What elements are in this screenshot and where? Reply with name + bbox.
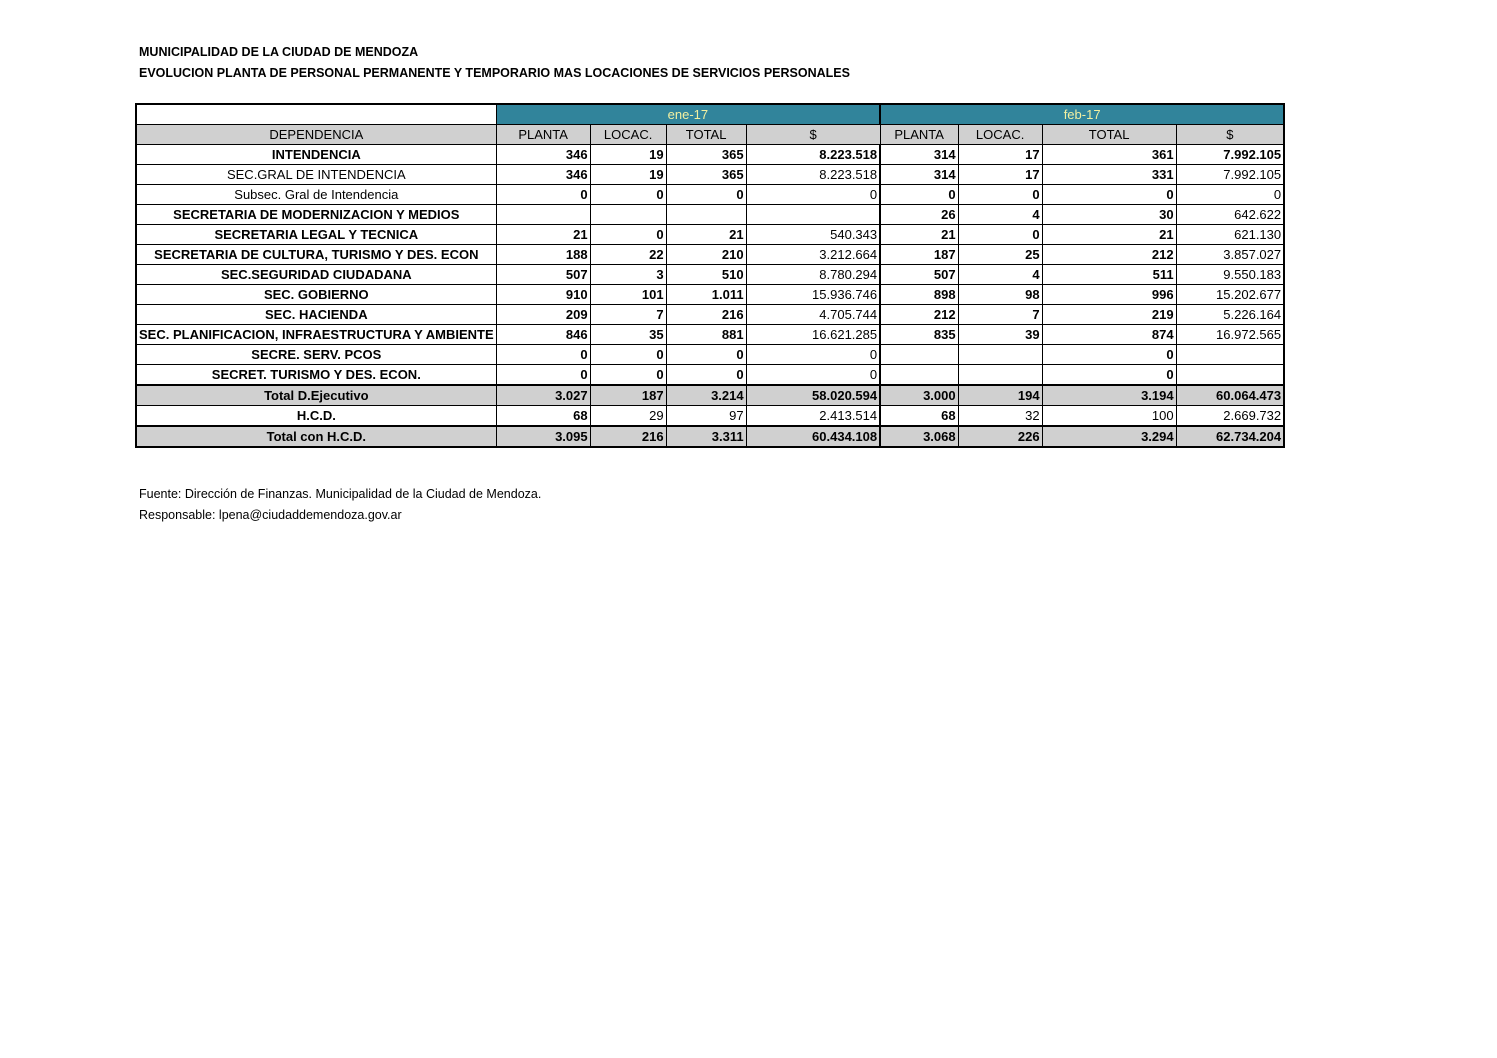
table-row	[136, 385, 1284, 406]
row-value-cell: 874	[1042, 325, 1176, 345]
row-value-cell: 510	[666, 265, 746, 285]
row-value-cell: 2.669.732	[1176, 406, 1284, 427]
row-value-cell: 0	[496, 365, 590, 386]
row-value-cell: 29	[590, 406, 666, 427]
row-value-cell: 346	[496, 145, 590, 165]
row-value-cell: 1.011	[666, 285, 746, 305]
row-dependency-name: SEC. PLANIFICACION, INFRAESTRUCTURA Y AMBIENTE	[136, 325, 496, 345]
row-value-cell: 7.992.105	[1176, 165, 1284, 185]
row-value-cell	[880, 365, 958, 386]
row-value-cell: 0	[590, 365, 666, 386]
row-value-cell: 3.214	[666, 385, 746, 406]
row-value-cell: 9.550.183	[1176, 265, 1284, 285]
row-value-cell: 346	[496, 165, 590, 185]
row-value-cell: 361	[1042, 145, 1176, 165]
row-value-cell: 0	[1042, 185, 1176, 205]
row-value-cell: 15.936.746	[746, 285, 880, 305]
row-value-cell: 60.434.108	[746, 426, 880, 447]
row-value-cell: 0	[590, 225, 666, 245]
col-header-planta: PLANTA	[880, 125, 958, 145]
corner-cell	[136, 104, 496, 125]
table-row	[136, 305, 1284, 325]
row-dependency-name: H.C.D.	[136, 406, 496, 427]
row-value-cell	[958, 365, 1042, 386]
table-row	[136, 225, 1284, 245]
row-value-cell: 101	[590, 285, 666, 305]
col-header-amount: $	[1176, 125, 1284, 145]
table-row	[136, 205, 1284, 225]
row-value-cell: 210	[666, 245, 746, 265]
row-value-cell: 3.027	[496, 385, 590, 406]
table-row	[136, 165, 1284, 185]
row-value-cell: 100	[1042, 406, 1176, 427]
row-value-cell: 0	[880, 185, 958, 205]
month-header-feb: feb-17	[880, 104, 1284, 125]
col-header-total: TOTAL	[666, 125, 746, 145]
row-value-cell: 0	[590, 185, 666, 205]
row-value-cell: 187	[590, 385, 666, 406]
row-value-cell: 98	[958, 285, 1042, 305]
row-dependency-name: SECRETARIA DE CULTURA, TURISMO Y DES. ECON	[136, 245, 496, 265]
row-value-cell: 16.972.565	[1176, 325, 1284, 345]
row-value-cell: 68	[496, 406, 590, 427]
row-value-cell: 5.226.164	[1176, 305, 1284, 325]
row-value-cell: 314	[880, 145, 958, 165]
row-value-cell: 0	[1042, 345, 1176, 365]
row-value-cell: 188	[496, 245, 590, 265]
row-value-cell: 26	[880, 205, 958, 225]
row-value-cell: 3.212.664	[746, 245, 880, 265]
row-value-cell	[666, 205, 746, 225]
table-row	[136, 285, 1284, 305]
row-dependency-name: SECRE. SERV. PCOS	[136, 345, 496, 365]
row-value-cell: 30	[1042, 205, 1176, 225]
row-value-cell: 4	[958, 265, 1042, 285]
row-dependency-name: SEC. GOBIERNO	[136, 285, 496, 305]
row-value-cell: 219	[1042, 305, 1176, 325]
row-value-cell: 3.000	[880, 385, 958, 406]
row-value-cell: 0	[1042, 365, 1176, 386]
table-row	[136, 345, 1284, 365]
row-dependency-name: Total con H.C.D.	[136, 426, 496, 447]
row-value-cell: 7	[958, 305, 1042, 325]
row-value-cell: 331	[1042, 165, 1176, 185]
row-value-cell: 507	[880, 265, 958, 285]
row-dependency-name: SEC.SEGURIDAD CIUDADANA	[136, 265, 496, 285]
row-dependency-name: INTENDENCIA	[136, 145, 496, 165]
col-header-dependencia: DEPENDENCIA	[136, 125, 496, 145]
table-row	[136, 406, 1284, 427]
row-value-cell: 898	[880, 285, 958, 305]
row-value-cell: 540.343	[746, 225, 880, 245]
row-value-cell: 0	[496, 185, 590, 205]
row-value-cell: 97	[666, 406, 746, 427]
row-value-cell: 7.992.105	[1176, 145, 1284, 165]
row-value-cell: 194	[958, 385, 1042, 406]
row-value-cell	[958, 345, 1042, 365]
row-value-cell: 8.780.294	[746, 265, 880, 285]
row-value-cell: 314	[880, 165, 958, 185]
row-value-cell: 17	[958, 165, 1042, 185]
row-value-cell: 3.068	[880, 426, 958, 447]
row-value-cell: 3.311	[666, 426, 746, 447]
table-row	[136, 145, 1284, 165]
row-value-cell: 16.621.285	[746, 325, 880, 345]
row-value-cell: 0	[746, 185, 880, 205]
col-header-amount: $	[746, 125, 880, 145]
row-value-cell	[1176, 345, 1284, 365]
row-value-cell: 187	[880, 245, 958, 265]
row-value-cell: 2.413.514	[746, 406, 880, 427]
responsible-note: Responsable: lpena@ciudaddemendoza.gov.ar	[139, 508, 402, 522]
row-value-cell: 58.020.594	[746, 385, 880, 406]
row-value-cell: 365	[666, 165, 746, 185]
row-value-cell: 19	[590, 145, 666, 165]
col-header-locac: LOCAC.	[958, 125, 1042, 145]
month-header-jan: ene-17	[496, 104, 880, 125]
row-value-cell: 21	[666, 225, 746, 245]
row-dependency-name: Subsec. Gral de Intendencia	[136, 185, 496, 205]
row-value-cell: 642.622	[1176, 205, 1284, 225]
row-value-cell	[746, 205, 880, 225]
row-value-cell: 212	[1042, 245, 1176, 265]
row-dependency-name: SEC. HACIENDA	[136, 305, 496, 325]
row-value-cell: 0	[958, 185, 1042, 205]
row-value-cell: 60.064.473	[1176, 385, 1284, 406]
col-header-locac: LOCAC.	[590, 125, 666, 145]
row-value-cell: 511	[1042, 265, 1176, 285]
row-value-cell	[1176, 365, 1284, 386]
table-row	[136, 426, 1284, 447]
row-value-cell: 0	[496, 345, 590, 365]
row-value-cell	[496, 205, 590, 225]
row-value-cell: 226	[958, 426, 1042, 447]
source-note: Fuente: Dirección de Finanzas. Municipalidad de la Ciudad de Mendoza.	[139, 487, 542, 501]
row-value-cell: 25	[958, 245, 1042, 265]
report-subtitle: EVOLUCION PLANTA DE PERSONAL PERMANENTE Y TEMPORARIO MAS LOCACIONES DE SERVICIOS PERSONALES	[139, 66, 850, 80]
row-value-cell	[880, 345, 958, 365]
col-header-planta: PLANTA	[496, 125, 590, 145]
row-value-cell: 21	[496, 225, 590, 245]
row-value-cell: 62.734.204	[1176, 426, 1284, 447]
col-header-total: TOTAL	[1042, 125, 1176, 145]
row-value-cell: 21	[1042, 225, 1176, 245]
row-dependency-name: SECRETARIA LEGAL Y TECNICA	[136, 225, 496, 245]
row-value-cell: 39	[958, 325, 1042, 345]
row-value-cell: 15.202.677	[1176, 285, 1284, 305]
row-value-cell: 0	[666, 345, 746, 365]
row-value-cell: 3.857.027	[1176, 245, 1284, 265]
row-value-cell: 621.130	[1176, 225, 1284, 245]
row-value-cell: 32	[958, 406, 1042, 427]
row-value-cell: 0	[746, 345, 880, 365]
table-row	[136, 265, 1284, 285]
row-value-cell: 8.223.518	[746, 145, 880, 165]
row-value-cell: 4.705.744	[746, 305, 880, 325]
row-value-cell: 0	[590, 345, 666, 365]
table-row	[136, 325, 1284, 345]
row-value-cell: 0	[666, 365, 746, 386]
row-value-cell: 996	[1042, 285, 1176, 305]
table-row	[136, 365, 1284, 386]
row-value-cell: 216	[590, 426, 666, 447]
row-value-cell: 846	[496, 325, 590, 345]
row-dependency-name: SECRET. TURISMO Y DES. ECON.	[136, 365, 496, 386]
row-value-cell: 835	[880, 325, 958, 345]
row-value-cell: 3.194	[1042, 385, 1176, 406]
row-value-cell: 0	[1176, 185, 1284, 205]
row-value-cell: 4	[958, 205, 1042, 225]
table-row	[136, 245, 1284, 265]
row-value-cell: 8.223.518	[746, 165, 880, 185]
row-dependency-name: SEC.GRAL DE INTENDENCIA	[136, 165, 496, 185]
row-value-cell: 68	[880, 406, 958, 427]
row-value-cell: 0	[666, 185, 746, 205]
report-title: MUNICIPALIDAD DE LA CIUDAD DE MENDOZA	[139, 45, 419, 59]
row-value-cell	[590, 205, 666, 225]
row-value-cell: 3.095	[496, 426, 590, 447]
row-value-cell: 881	[666, 325, 746, 345]
row-value-cell: 19	[590, 165, 666, 185]
personnel-table	[135, 103, 1285, 448]
row-value-cell: 216	[666, 305, 746, 325]
row-value-cell: 7	[590, 305, 666, 325]
row-value-cell: 209	[496, 305, 590, 325]
row-value-cell: 3	[590, 265, 666, 285]
row-value-cell: 22	[590, 245, 666, 265]
row-value-cell: 35	[590, 325, 666, 345]
row-value-cell: 212	[880, 305, 958, 325]
row-dependency-name: SECRETARIA DE MODERNIZACION Y MEDIOS	[136, 205, 496, 225]
row-value-cell: 21	[880, 225, 958, 245]
row-value-cell: 365	[666, 145, 746, 165]
row-value-cell: 910	[496, 285, 590, 305]
row-value-cell: 0	[958, 225, 1042, 245]
row-value-cell: 0	[746, 365, 880, 386]
table-row	[136, 185, 1284, 205]
row-value-cell: 3.294	[1042, 426, 1176, 447]
row-value-cell: 507	[496, 265, 590, 285]
row-dependency-name: Total D.Ejecutivo	[136, 385, 496, 406]
row-value-cell: 17	[958, 145, 1042, 165]
